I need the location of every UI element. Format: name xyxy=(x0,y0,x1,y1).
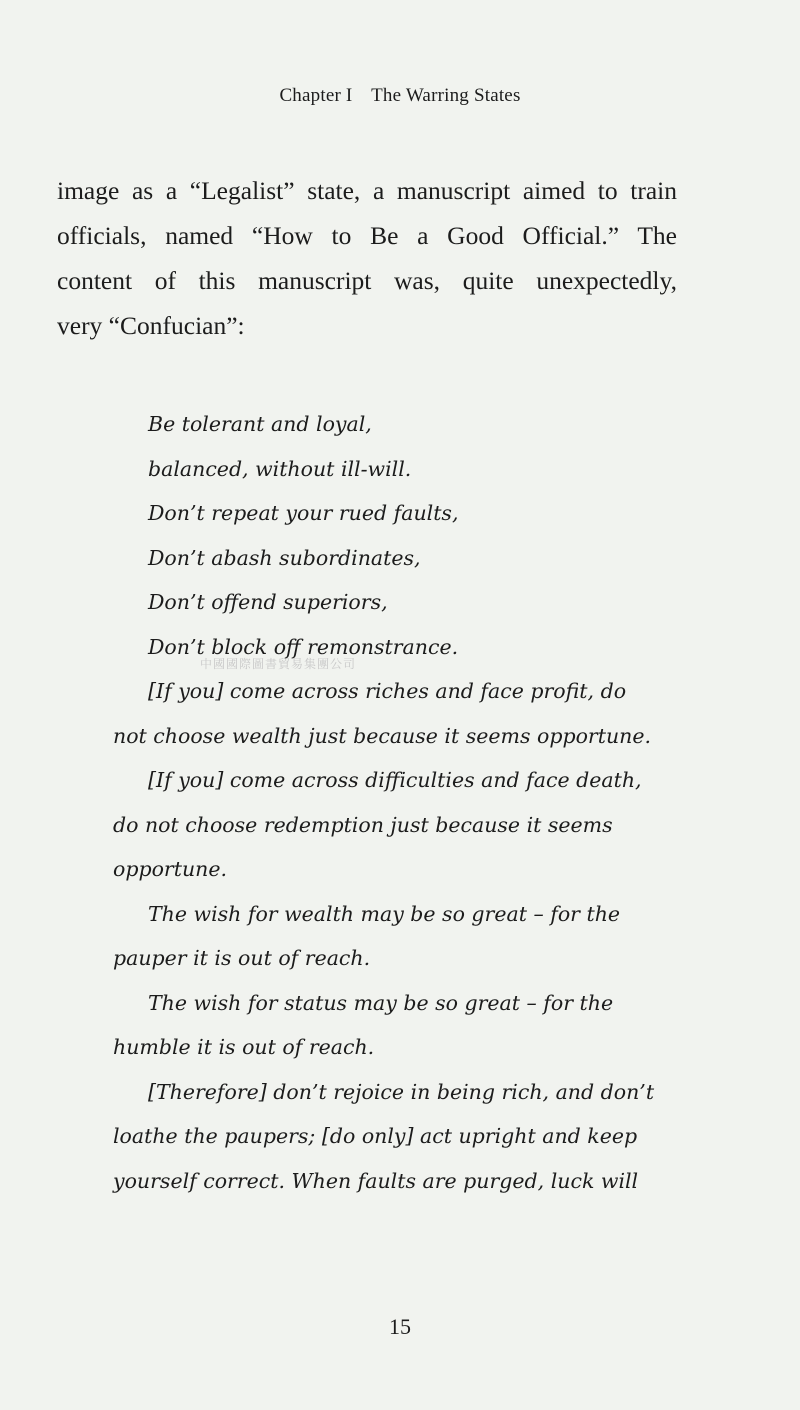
quote-line: The wish for status may be so great – for the xyxy=(148,990,614,1015)
quote-line: do not choose redemption just because it seems xyxy=(113,812,613,837)
quote-line: The wish for wealth may be so great – for the xyxy=(148,901,621,926)
watermark-text: 中國國際圖書貿易集團公司 xyxy=(200,657,357,671)
body-line: very “Confucian”: xyxy=(57,311,245,340)
quote-line: Be tolerant and loyal, xyxy=(148,412,372,436)
chapter-title: The Warring States xyxy=(371,85,521,106)
block-quote xyxy=(113,402,655,1203)
quote-line: balanced, without ill-will. xyxy=(148,456,412,481)
body-paragraph xyxy=(57,168,677,348)
page-number: 15 xyxy=(389,1314,411,1339)
quote-line: humble it is out of reach. xyxy=(113,1035,375,1059)
quote-line: pauper it is out of reach. xyxy=(113,946,371,970)
body-line: content of this manuscript was, quite unexpectedly, xyxy=(57,266,677,295)
body-line: officials, named “How to Be a Good Official.” The xyxy=(57,221,677,250)
quote-line: loathe the paupers; [do only] act upright and keep xyxy=(113,1124,638,1148)
quote-line: Don’t offend superiors, xyxy=(148,590,388,614)
quote-line: [Therefore] don’t rejoice in being rich, and don’t xyxy=(148,1079,655,1104)
quote-line: yourself correct. When faults are purged, luck will xyxy=(113,1168,639,1193)
quote-line: [If you] come across difficulties and face death, xyxy=(148,768,642,792)
quote-line: Don’t abash subordinates, xyxy=(148,545,421,570)
body-line: image as a “Legalist” state, a manuscript aimed to train xyxy=(57,176,677,205)
quote-line: not choose wealth just because it seems opportune. xyxy=(113,723,652,748)
running-head xyxy=(0,85,800,107)
quote-line: Don’t block off remonstrance. xyxy=(148,634,459,659)
quote-line: Don’t repeat your rued faults, xyxy=(148,501,459,525)
quote-line: [If you] come across riches and face profit, do xyxy=(148,679,627,703)
chapter-label: Chapter I xyxy=(279,85,353,106)
quote-line: opportune. xyxy=(113,857,228,881)
